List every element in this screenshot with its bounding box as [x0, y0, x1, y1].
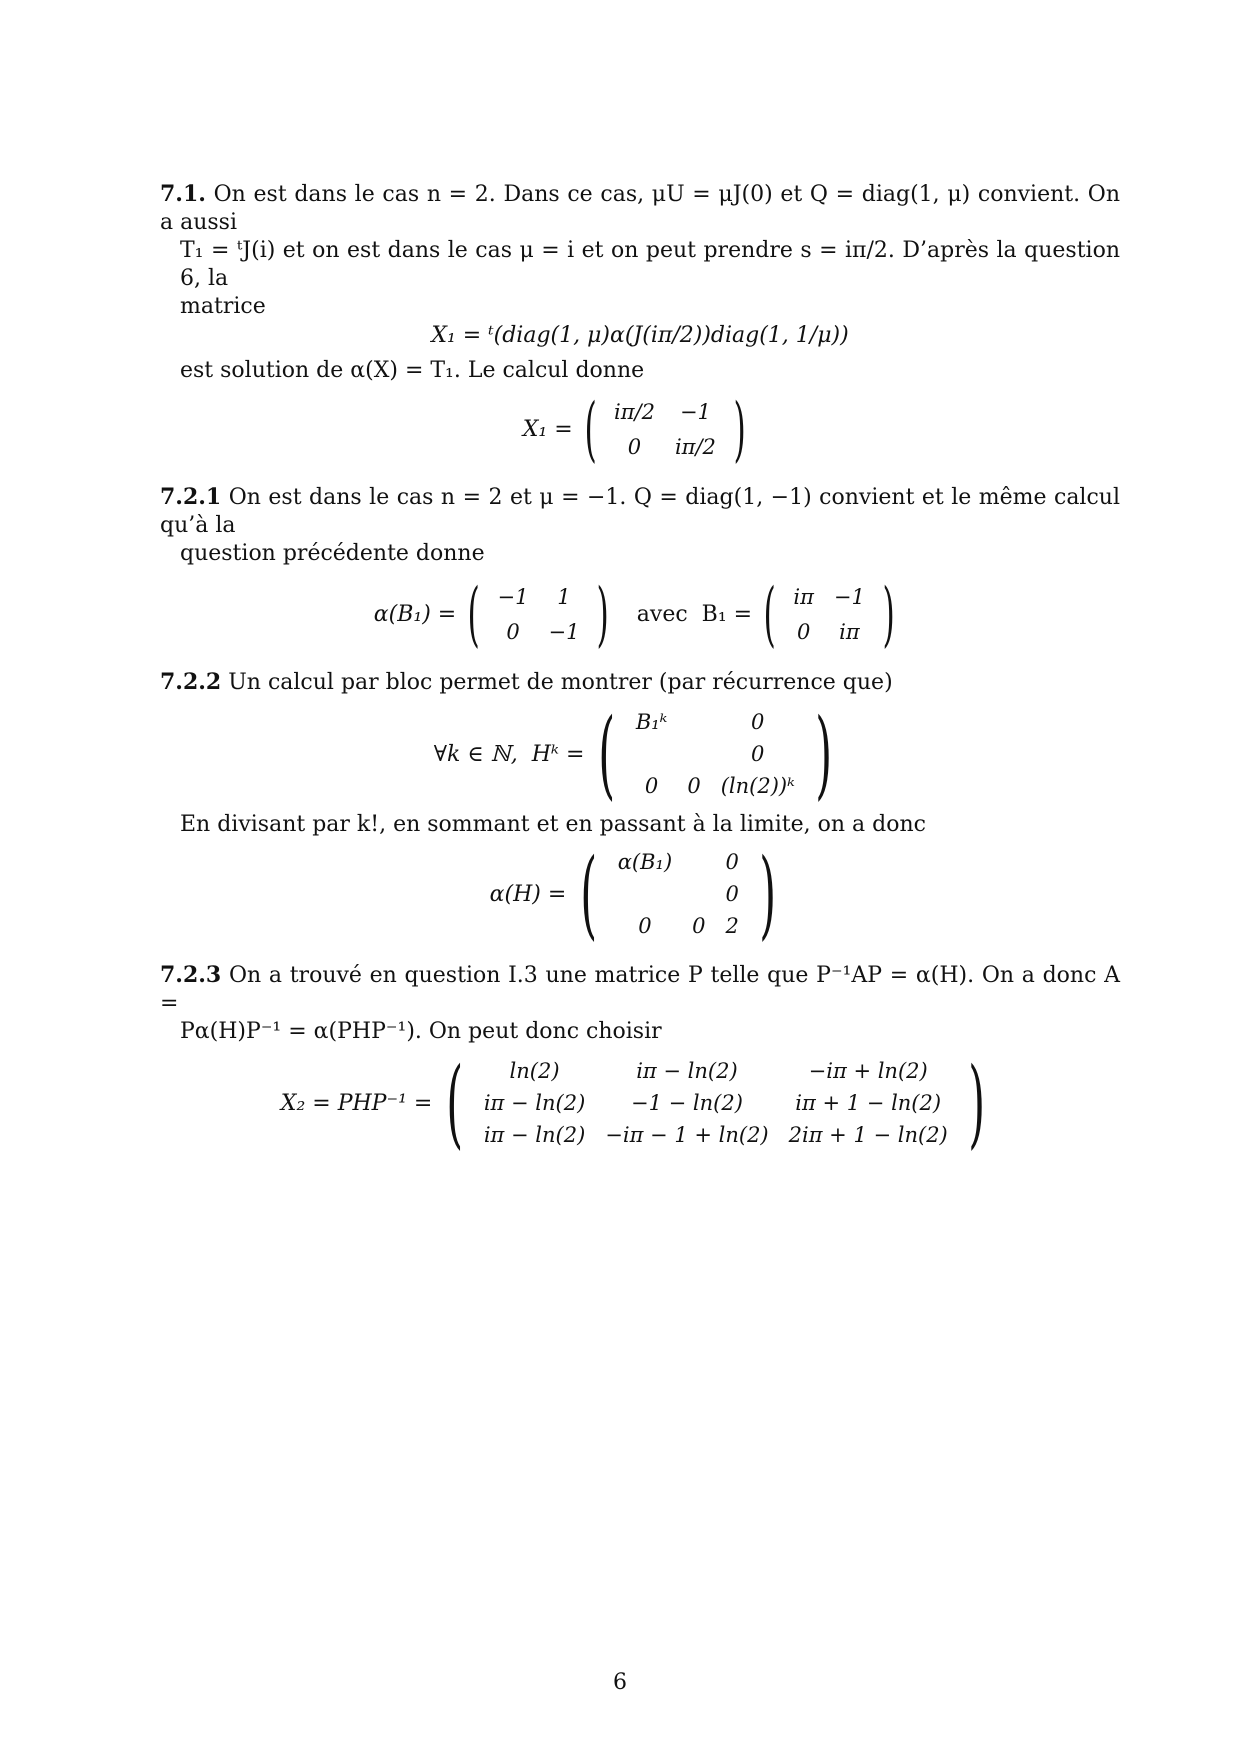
matrix-row [783, 579, 875, 614]
matrix-cell: iπ − ln(2) [483, 1123, 586, 1147]
matrix-cell: iπ/2 [613, 399, 655, 424]
matrix-cell [682, 878, 715, 910]
matrix-cell: 0 [627, 434, 642, 459]
matrix-cell [677, 706, 710, 738]
matrix-cell [682, 846, 715, 878]
matrix-cell: −1 [679, 399, 711, 424]
s71-line3: matrice [180, 294, 266, 319]
matrix-row [474, 1087, 958, 1119]
s71-lhs: X₁ = [522, 416, 573, 442]
s722-matrix2: ( α(B₁) 0 0 0 0 2 ) [580, 838, 777, 950]
s71-line4: est solution de α(X) = T₁. Le calcul donne [180, 358, 645, 383]
s721-para [160, 483, 1120, 540]
matrix-row [474, 1055, 958, 1087]
s71-line1: On est dans le cas n = 2. Dans ce cas, μU = μJ(0) et Q = diag(1, μ) convient. On a aussi [160, 182, 1120, 235]
matrix-cell: −1 [548, 619, 580, 644]
matrix-cell: iπ/2 [674, 434, 716, 459]
matrix-table [604, 394, 726, 464]
s722-equation2 [160, 838, 1120, 950]
s722-number: 7.2.2 [160, 669, 222, 695]
matrix-table [626, 706, 805, 802]
s722-lhs: ∀k ∈ ℕ, Hᵏ = [433, 741, 585, 767]
s71-formula [160, 321, 1120, 349]
s723-lhs: X₂ = PHP⁻¹ = [280, 1090, 433, 1116]
matrix-cell: iπ [793, 584, 814, 609]
matrix-row [626, 738, 805, 770]
matrix-cell: 0 [751, 742, 765, 766]
s71-para [160, 180, 1120, 237]
matrix-row [626, 770, 805, 802]
s71-number: 7.1. [160, 181, 206, 207]
matrix-cell: 0 [725, 882, 739, 906]
matrix-cell [626, 738, 678, 770]
matrix-cell [608, 878, 682, 910]
s723-matrix: ( ln(2) iπ − ln(2) −iπ + ln(2) iπ − ln(2) −1 − ln(2) iπ + 1 − ln(2) iπ − ln(2) −iπ − 1 + ln(2) 2iπ + 1 − ln(2) ) [446, 1047, 985, 1159]
s721-mid: avec B₁ = [636, 601, 753, 627]
matrix-cell: iπ − ln(2) [636, 1059, 738, 1083]
matrix-cell: −iπ + ln(2) [808, 1059, 928, 1083]
matrix-cell: 0 [638, 914, 652, 938]
s722-lhs2: α(H) = [489, 881, 567, 907]
matrix-cell: 0 [687, 774, 701, 798]
matrix-cell: −iπ − 1 + ln(2) [605, 1123, 769, 1147]
matrix-row [474, 1119, 958, 1151]
matrix-cell: (ln(2))ᵏ [720, 774, 795, 798]
matrix-cell: 2iπ + 1 − ln(2) [788, 1123, 948, 1147]
s721-matrix2: ( iπ −1 0 iπ ) [763, 573, 895, 655]
matrix-cell: 1 [557, 584, 571, 609]
matrix-cell: iπ − ln(2) [483, 1091, 586, 1115]
s71-formula-text: X₁ = ᵗ(diag(1, μ)α(J(iπ/2))diag(1, 1/μ)) [431, 322, 849, 348]
s722-line1: Un calcul par bloc permet de montrer (par récurrence que) [228, 670, 893, 695]
matrix-row [626, 706, 805, 738]
s723-number: 7.2.3 [160, 962, 222, 988]
matrix-row [783, 614, 875, 649]
matrix-cell: −1 [833, 584, 865, 609]
s721-matrix: ( −1 1 0 −1 ) [467, 573, 610, 655]
page-number: 6 [613, 1670, 627, 1695]
matrix-cell: −1 [497, 584, 529, 609]
s723-para [160, 961, 1120, 1018]
matrix-table [783, 579, 875, 649]
matrix-cell: 0 [506, 619, 520, 644]
matrix-cell [677, 738, 710, 770]
matrix-cell: 0 [725, 850, 739, 874]
matrix-row [608, 878, 749, 910]
s721-line1: On est dans le cas n = 2 et μ = −1. Q = diag(1, −1) convient et le même calcul qu’à la [160, 485, 1120, 538]
s721-number: 7.2.1 [160, 484, 222, 510]
matrix-cell: 2 [725, 914, 739, 938]
s722-para [160, 668, 1120, 697]
matrix-row [488, 579, 590, 614]
s71-matrix: ( iπ/2 −1 0 iπ/2 ) [584, 388, 746, 470]
s721-equation [160, 573, 1120, 655]
s722-line2: En divisant par k!, en sommant et en passant à la limite, on a donc [180, 812, 926, 837]
matrix-cell: B₁ᵏ [635, 710, 668, 734]
s723-line2: Pα(H)P⁻¹ = α(PHP⁻¹). On peut donc choisir [180, 1019, 662, 1044]
s723-equation [160, 1047, 1120, 1159]
matrix-cell: iπ + 1 − ln(2) [795, 1091, 942, 1115]
s722-matrix: ( B₁ᵏ 0 0 0 0 (ln(2))ᵏ ) [598, 698, 832, 810]
matrix-cell: 0 [692, 914, 706, 938]
s71-equation [160, 388, 1120, 470]
matrix-cell: 0 [644, 774, 659, 798]
matrix-table [608, 846, 749, 942]
matrix-cell: ln(2) [509, 1059, 560, 1083]
matrix-row [604, 429, 726, 464]
matrix-row [608, 910, 749, 942]
matrix-cell: iπ [839, 619, 860, 644]
s721-lhs: α(B₁) = [373, 601, 457, 627]
s723-line1: On a trouvé en question I.3 une matrice P telle que P⁻¹AP = α(H). On a donc A = [160, 963, 1120, 1016]
matrix-cell: α(B₁) [617, 850, 673, 874]
matrix-cell: 0 [751, 710, 765, 734]
matrix-cell: −1 − ln(2) [631, 1091, 743, 1115]
matrix-cell: 0 [796, 619, 811, 644]
matrix-row [604, 394, 726, 429]
matrix-row [608, 846, 749, 878]
s722-equation [160, 698, 1120, 810]
page-content [160, 180, 1120, 1159]
matrix-table [474, 1055, 958, 1151]
matrix-row [488, 614, 590, 649]
s721-line2: question précédente donne [180, 541, 485, 566]
matrix-table [488, 579, 590, 649]
s71-line2: T₁ = ᵗJ(i) et on est dans le cas μ = i et on peut prendre s = iπ/2. D’après la question 6, la [180, 238, 1120, 291]
